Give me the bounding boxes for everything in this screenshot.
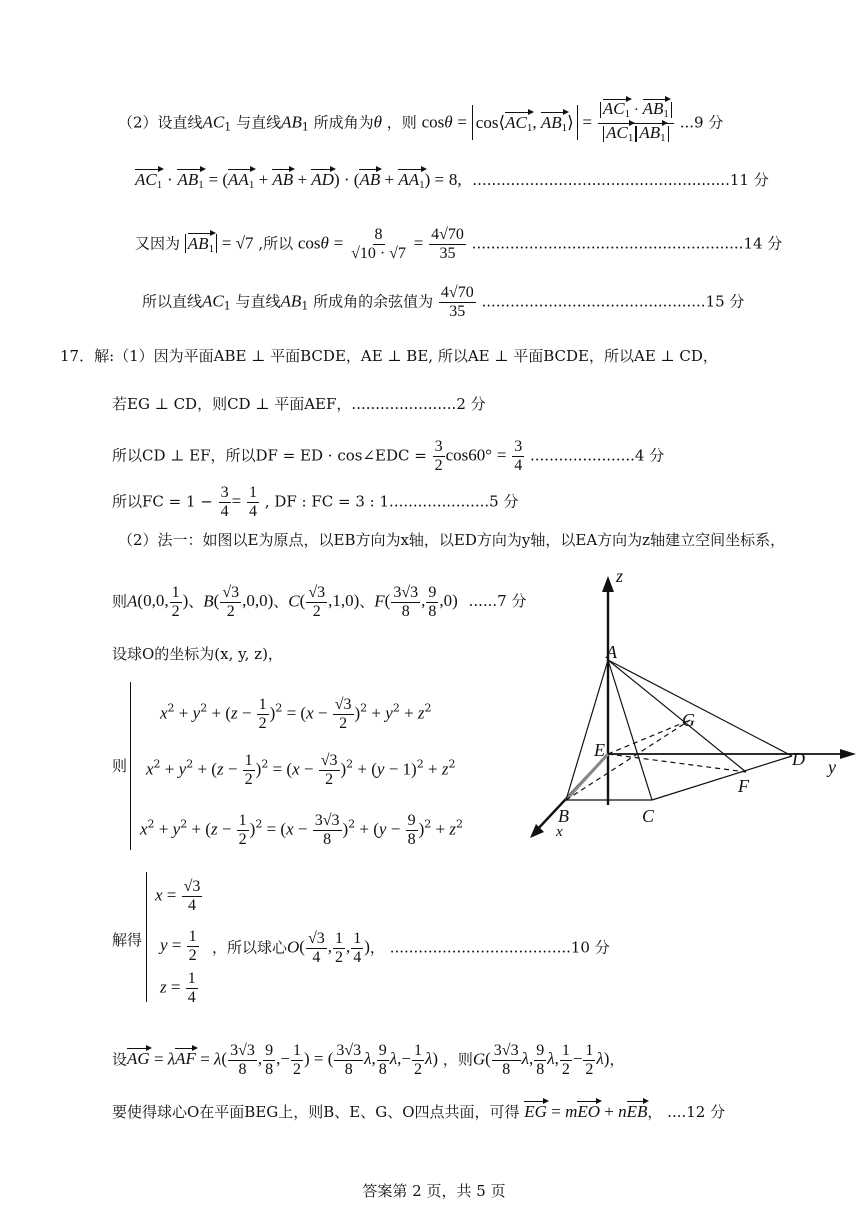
label-a: A <box>606 642 617 662</box>
y-axis-arrow <box>840 749 856 759</box>
length-value: = √7 <box>221 233 254 253</box>
score-mark: ......................4 分 <box>530 446 665 465</box>
segment-ef <box>608 754 746 772</box>
score-mark: ...9 分 <box>679 113 724 132</box>
text: 设 <box>112 1050 128 1069</box>
segment-eg <box>608 720 690 754</box>
q16-line1: （2）设直线$AC_1$ 与直线$AB_1$ 所成角为θ ，则 cosθ = cos⟨AC1, AB1⟩ = $\frac{AC1 \cdot AB1}{AC1 AB1}$ ...9 分 <box>118 100 723 147</box>
segment-af <box>608 660 746 772</box>
equation-2: $x^2 + y^2 + (z$ − $\frac{1}{2}$ )$^2$ = (x − $\frac{√3}{2}$ )$^2 + (y - 1)^2 + z^2$ <box>146 752 456 788</box>
system-brace <box>130 682 131 850</box>
text: 所以直线 <box>142 292 203 311</box>
equation-3: $x^2 + y^2 + (z$ − $\frac{1}{2}$ )$^2$ = (x − $\frac{3√3}{8}$ )$^2$ + (y − $\frac{9}{8}$ )$^2 + z^2$ <box>140 812 463 848</box>
q16-line2: AC1 · AB1 = (AA1 + AB + AD) · (AB + AA1) = 8, ......................................................11 分 <box>135 170 769 195</box>
text: 若EG ⊥ CD，则CD ⊥ 平面AEF， <box>112 395 352 413</box>
text: 所以CD ⊥ EF，所以DF = ED · cos∠EDC = <box>112 446 427 465</box>
score-mark: ......................................10 分 <box>389 938 610 957</box>
score-mark: ....12 分 <box>667 1103 726 1121</box>
z-axis-arrow <box>602 576 614 592</box>
sphere-center: ，所以球心O( $\frac{√3}{4}$ , $\frac{1}{2}$ , $\frac{1}{4}$ )， ......................................10 分 <box>212 930 610 966</box>
text: , DF : FC = 3 : 1 <box>264 492 390 511</box>
label-b: B <box>558 806 569 826</box>
label-x: x <box>556 824 563 840</box>
solution-z: z = $\frac{1}{4}$ <box>160 970 196 1006</box>
segment-ac <box>608 660 652 800</box>
cos-denominator: 35 <box>439 245 456 262</box>
solution-y: y = $\frac{1}{2}$ <box>160 928 197 964</box>
text: 与直线 <box>235 292 281 311</box>
score-mark: ......................................................11 分 <box>472 171 769 189</box>
text: ，所以球心 <box>212 938 288 957</box>
text: 所成角为 <box>313 113 374 132</box>
score-mark: ...............................................15 分 <box>481 292 745 311</box>
text: （2）设直线 <box>118 113 203 132</box>
text: ，则 <box>442 1050 473 1069</box>
solution-brace <box>146 872 147 1002</box>
text: 与直线 <box>236 113 282 132</box>
solve-label: 解得 <box>112 931 143 949</box>
score-mark: ......7 分 <box>468 592 527 611</box>
q17-line7: 设球O的坐标为(x, y, z)， <box>112 645 283 663</box>
system-label: 则 <box>112 757 128 775</box>
score-mark: .....................5 分 <box>389 492 519 511</box>
q17-line5: （2）法一：如图以E为原点，以EB方向为x轴，以ED方向为y轴，以EA方向为z轴建立空间坐标系， <box>118 531 786 549</box>
text: ,所以 <box>258 234 294 253</box>
page-footer: 答案第 2 页，共 5 页 <box>362 1182 506 1200</box>
label-d: D <box>792 749 805 769</box>
label-f: F <box>738 776 749 796</box>
label-y: y <box>828 757 836 777</box>
q17-line4: 所以FC = 1 − $\frac{3}{4}$ = $\frac{1}{4}$ , DF : FC = 3 : 1.....................5 分 <box>112 484 519 520</box>
geometry-figure <box>520 560 865 850</box>
label-z: z <box>616 566 624 586</box>
segment-bg <box>566 720 690 800</box>
segment-ad <box>608 660 792 756</box>
text: 所成角的余弦值为 <box>313 292 434 311</box>
text: ，则 <box>386 113 417 132</box>
text: 则 <box>112 592 128 611</box>
label-e: E <box>594 740 605 760</box>
text: 所以FC = 1 − <box>112 492 213 511</box>
cos-numerator: 4√70 <box>431 226 464 243</box>
q17-ag-line: 设AG = λAF = λ( $\frac{3√3}{8}$ , $\frac{9}{8}$ ,− $\frac{1}{2}$ ) = ( $\frac{3√3}{8}$ λ, $\frac{9}{8}$ λ,− $\frac{1}{2}$ λ) ，则G( $\frac{3√3}{8}$ λ, $\frac{9}{8}$ λ, $\frac{1}{2}$ − $\frac{1}{2}$ λ)， <box>112 1042 625 1078</box>
score-mark: .........................................................14 分 <box>471 234 783 253</box>
q17-line3: 所以CD ⊥ EF，所以DF = ED · cos∠EDC = $\frac{3}{2}$ cos60° = $\frac{3}{4}$ ......................4 分 <box>112 438 665 474</box>
score-mark: ......................2 分 <box>351 395 486 413</box>
solution-x: x = $\frac{√3}{4}$ <box>155 878 201 914</box>
text: 要使得球心O在平面BEG上，则B、E、G、O四点共面，可得 <box>112 1103 520 1121</box>
label-g: G <box>682 710 695 730</box>
q17-line6: 则A(0,0, $\frac{1}{2}$ )、B( $\frac{√3}{2}$ ,0,0)、C( $\frac{√3}{2}$ ,1,0)、F( $\frac{3√3}{8}$ , $\frac{9}{8}$ ,0) ......7 分 <box>112 584 527 620</box>
dot-product-value: 8, <box>448 170 462 189</box>
q17-line1: 17．解:（1）因为平面ABE ⊥ 平面BCDE，AE ⊥ BE, 所以AE ⊥ 平面BCDE，所以AE ⊥ CD， <box>60 347 718 365</box>
q17-line2 <box>112 394 486 414</box>
text: 又因为 <box>135 234 181 253</box>
q16-line3: 又因为 AB1 = √7 ,所以 cosθ = $\frac{8}{√10 \cdot √7}$ = $\frac{4√70}{35}$ .........................................................14 分 <box>135 226 783 262</box>
label-c: C <box>642 806 655 826</box>
equation-1: $x^2 + y^2 + (z$ − $\frac{1}{2}$ )$^2$ = (x − $\frac{√3}{2}$ )$^2 + y^2 + z^2$ <box>160 696 432 732</box>
q17-last-line: 要使得球心O在平面BEG上，则B、E、G、O四点共面，可得 EG = mEO + nEB， ....12 分 <box>112 1102 726 1121</box>
q16-line4: 所以直线$AC_1$ 与直线$AB_1$ 所成角的余弦值为 $\frac{4√70}{35}$ ...............................................15 分 <box>142 284 745 320</box>
